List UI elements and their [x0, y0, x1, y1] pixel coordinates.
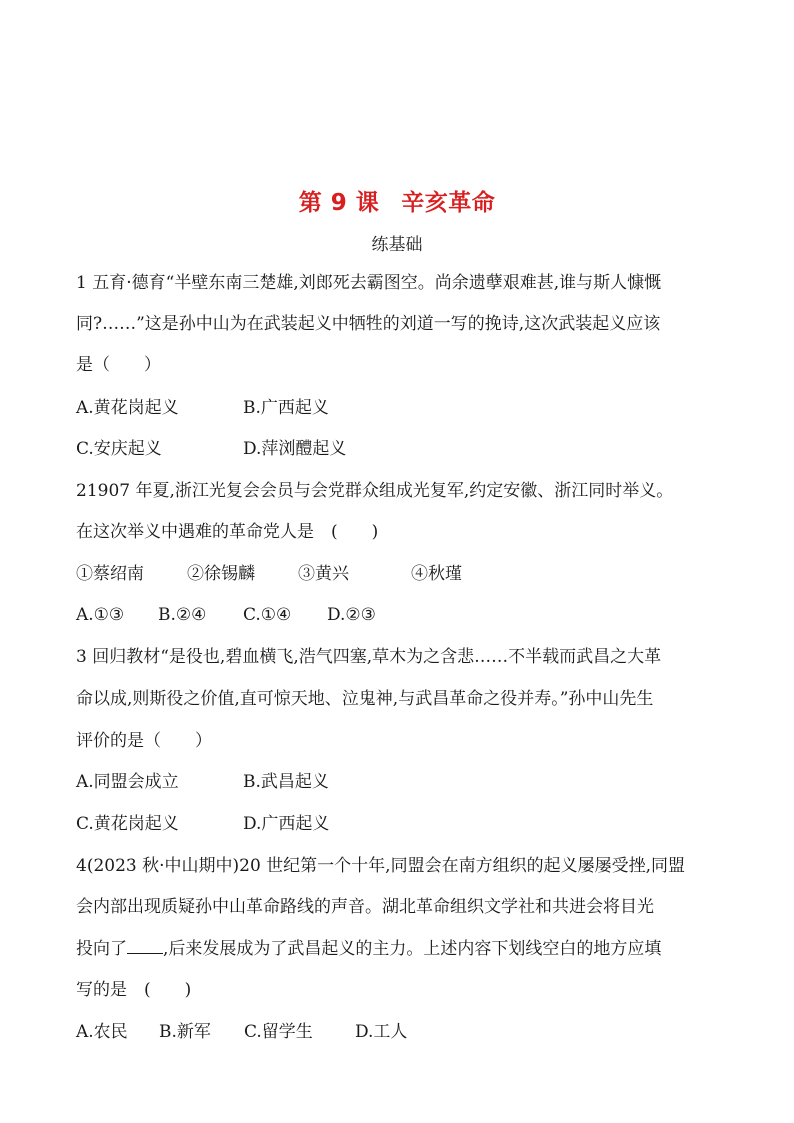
q2-option-c: C.①④: [243, 605, 292, 625]
q3-option-b: B.武昌起义: [243, 772, 329, 792]
q1-option-c: C.安庆起义: [76, 439, 162, 459]
q4-line-3: [76, 938, 661, 960]
lesson-title: [0, 184, 794, 217]
q3-option-a: A.同盟会成立: [76, 772, 179, 792]
q2-item-2: ②徐锡麟: [187, 564, 255, 584]
q3-option-c: C.黄花岗起义: [76, 814, 179, 834]
q4-line-3-end: ,后来发展成为了武昌起义的主力。上述内容下划线空白的地方应填: [163, 939, 662, 959]
q4-option-a: A.农民: [76, 1022, 128, 1042]
q2-item-1: ①蔡绍南: [76, 564, 144, 584]
q1-line-2: 同?……”这是孙中山为在武装起义中牺牲的刘道一写的挽诗,这次武装起义应该: [76, 314, 661, 334]
q3-line-3: 评价的是（ ）: [76, 731, 212, 751]
q4-line-2: 会内部出现质疑孙中山革命路线的声音。湖北革命组织文学社和共进会将目光: [76, 897, 654, 917]
q2-option-a: A.①③: [76, 605, 125, 625]
q1-option-b: B.广西起义: [243, 398, 329, 418]
q3-line-1: 3 回归教材“是役也,碧血横飞,浩气四塞,草木为之含悲……不半载而武昌之大革: [76, 647, 662, 667]
q4-option-c: C.留学生: [244, 1022, 313, 1042]
q2-item-3: ③黄兴: [298, 564, 349, 584]
q2-line-2: 在这次举义中遇难的革命党人是 ( ): [76, 522, 379, 542]
q4-line-1: 4(2023 秋·中山期中)20 世纪第一个十年,同盟会在南方组织的起义屡屡受挫,同盟: [76, 856, 685, 876]
q2-option-d: D.②③: [327, 605, 376, 625]
q3-option-d: D.广西起义: [243, 814, 330, 834]
q1-line-1: 1 五育·德育“半壁东南三楚雄,刘郎死去霸图空。尚余遗孽艰难甚,谁与斯人慷慨: [76, 273, 662, 293]
q4-option-d: D.工人: [355, 1022, 408, 1042]
q2-line-1: 21907 年夏,浙江光复会会员与会党群众组成光复军,约定安徽、浙江同时举义。: [76, 481, 674, 501]
q2-item-4: ④秋瑾: [411, 564, 462, 584]
q1-option-a: A.黄花岗起义: [76, 398, 179, 418]
section-subtitle: 练基础: [371, 235, 423, 255]
lesson-name: 辛亥革命: [401, 190, 496, 216]
answer-blank: [127, 939, 163, 954]
q1-option-d: D.萍浏醴起义: [243, 439, 347, 459]
q1-line-3: 是（ ）: [76, 355, 161, 375]
q3-line-2: 命以成,则斯役之价值,直可惊天地、泣鬼神,与武昌革命之役并寿。”孙中山先生: [76, 689, 654, 709]
lesson-number: 第 9 课: [298, 190, 380, 216]
q4-line-4: 写的是 ( ): [76, 980, 192, 1000]
q4-line-3-start: 投向了: [76, 939, 127, 959]
q2-option-b: B.②④: [158, 605, 207, 625]
q4-option-b: B.新军: [159, 1022, 211, 1042]
